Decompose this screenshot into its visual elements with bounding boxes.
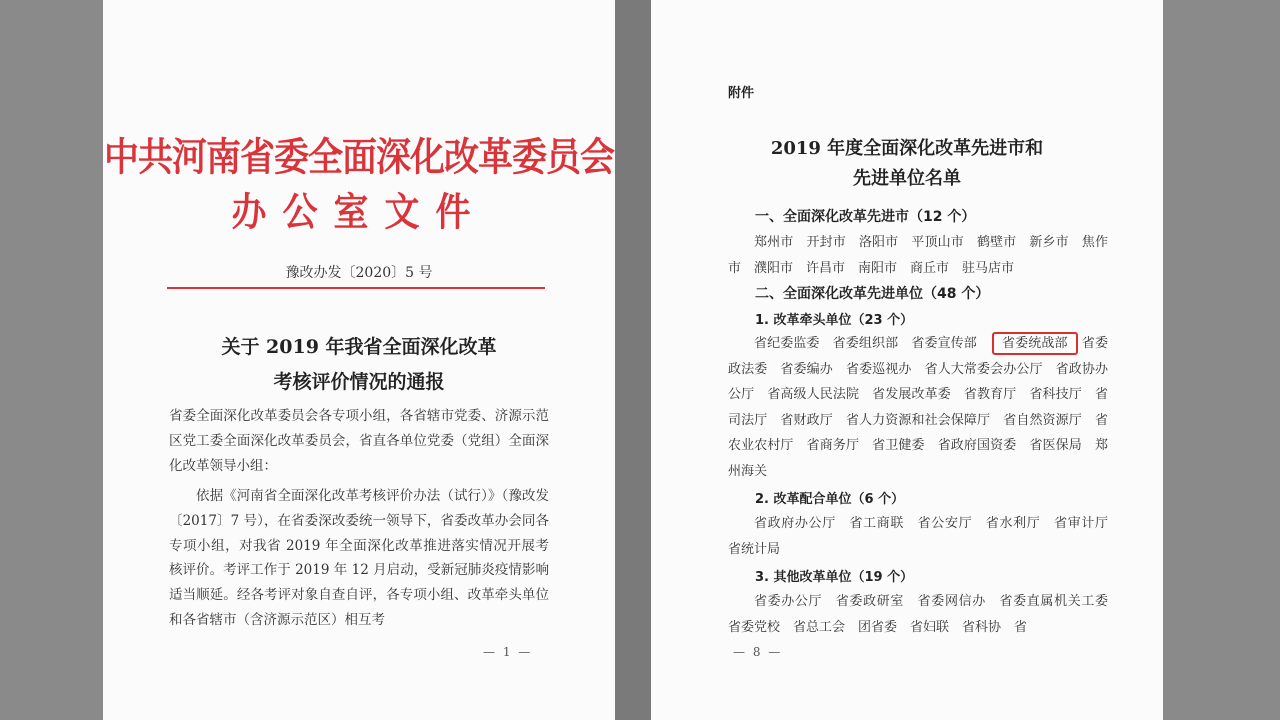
document-header-line2: 办公室文件 bbox=[231, 189, 487, 236]
cooperating-units-list: 省政府办公厅 省工商联 省公安厅 省水利厅 省审计厅 省统计局 bbox=[728, 516, 1122, 557]
red-divider-line bbox=[167, 287, 545, 289]
subsection-other-units: 3. 其他改革单位（19 个） bbox=[755, 570, 914, 585]
document-page-left bbox=[103, 0, 615, 720]
addressee-paragraph: 省委全面深化改革委员会各专项小组，各省辖市党委、济源示范区党工委全面深化改革委员会，省直各单位党委（党组）全面深化改革领导小组： bbox=[169, 408, 549, 474]
lead-units-part1: 省纪委监委 省委组织部 省委宣传部 bbox=[754, 336, 977, 351]
other-units-list: 省委办公厅 省委政研室 省委网信办 省委直属机关工委 省委党校 省总工会 团省委 省妇联 省科协 省 bbox=[728, 594, 1122, 635]
page-number-left: — 1 — bbox=[483, 645, 533, 659]
page-gap bbox=[615, 0, 651, 720]
list-title-line2: 先进单位名单 bbox=[853, 168, 961, 189]
section-advanced-cities: 一、全面深化改革先进市（12 个） bbox=[755, 209, 976, 225]
document-page-right bbox=[651, 0, 1163, 720]
lead-units-part2: 省委政法委 省委编办 省委巡视办 省人大常委会办公厅 省政协办公厅 省高级人民法院 省发展改革委 省教育厅 省科技厅 省司法厅 省财政厅 省人力资源和社会保障厅 省自然资源厅 省农业农村厅 省商务厅 省卫健委 省政府国资委 省医保局 郑州海关 bbox=[728, 336, 1108, 479]
subsection-lead-units: 1. 改革牵头单位（23 个） bbox=[755, 313, 914, 328]
section-advanced-units: 二、全面深化改革先进单位（48 个） bbox=[755, 286, 990, 302]
advanced-cities-list: 郑州市 开封市 洛阳市 平顶山市 鹤壁市 新乡市 焦作市 濮阳市 许昌市 南阳市 商丘市 驻马店市 bbox=[728, 235, 1108, 276]
document-header-line1: 中共河南省委全面深化改革委员会 bbox=[103, 134, 614, 181]
lead-units-list bbox=[728, 331, 1108, 484]
attachment-label: 附件 bbox=[728, 86, 755, 101]
highlighted-unit-box: 省委统战部 bbox=[992, 332, 1078, 355]
body-paragraph: 依据《河南省全面深化改革考核评价办法（试行）》（豫改发〔2017〕7 号），在省委深改委统一领导下，省委改革办会同各专项小组，对我省 2019 年全面深化改革推进落实情况开展考核评价。考评工作于 2019 年 12 月启动，受新冠肺炎疫情影响适当顺延。经各考评对象自查自评，各专项小组、改革牵头单位和各省辖市（含济源示范区）相互考 bbox=[169, 488, 549, 628]
subsection-cooperating-units: 2. 改革配合单位（6 个） bbox=[755, 492, 905, 507]
notice-title-line2: 考核评价情况的通报 bbox=[273, 371, 445, 393]
page-number-right: — 8 — bbox=[733, 645, 783, 659]
notice-title-line1: 关于 2019 年我省全面深化改革 bbox=[221, 336, 497, 358]
list-title-line1: 2019 年度全面深化改革先进市和 bbox=[770, 138, 1044, 159]
document-number: 豫改办发〔2020〕5 号 bbox=[285, 265, 433, 281]
